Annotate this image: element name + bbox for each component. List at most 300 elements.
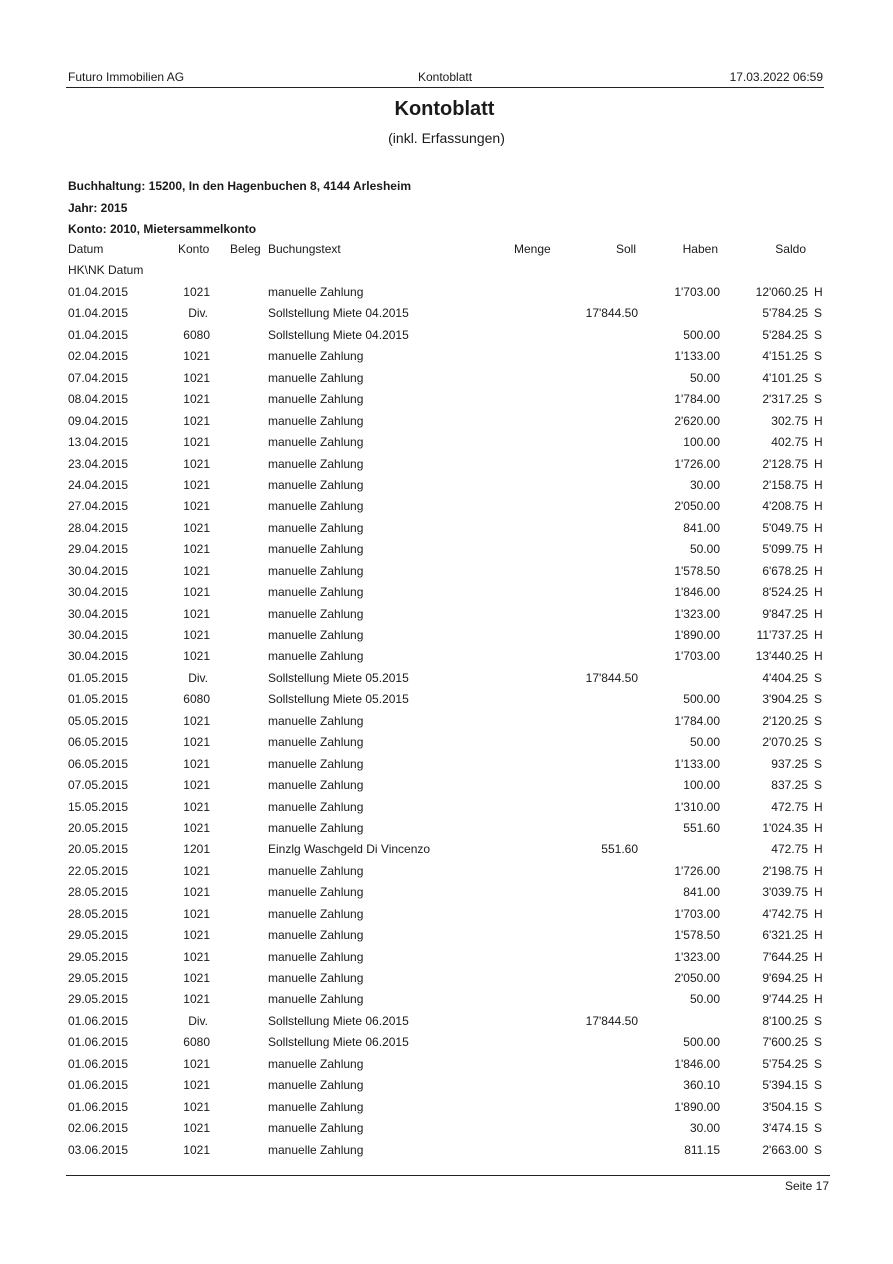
cell-datum: 06.05.2015 [68, 756, 129, 771]
cell-buchungstext: manuelle Zahlung [268, 649, 364, 664]
cell-saldo-side: S [814, 306, 823, 321]
cell-saldo: 5'784.25 [762, 306, 808, 321]
cell-saldo: 9'744.25 [762, 992, 808, 1007]
cell-datum: 28.04.2015 [68, 520, 129, 535]
table-row [0, 389, 893, 410]
cell-haben: 1'784.00 [674, 392, 720, 407]
cell-konto: 1021 [183, 585, 210, 600]
cell-saldo-side: H [814, 606, 823, 621]
cell-buchungstext: manuelle Zahlung [268, 349, 364, 364]
cell-datum: 01.04.2015 [68, 327, 129, 342]
cell-saldo-side: H [814, 542, 823, 557]
cell-buchungstext: manuelle Zahlung [268, 756, 364, 771]
col-header-datum: Datum [68, 242, 104, 256]
cell-buchungstext: manuelle Zahlung [268, 285, 364, 299]
cell-datum: 24.04.2015 [68, 477, 129, 492]
cell-konto: 1021 [183, 756, 210, 771]
cell-datum: 01.05.2015 [68, 670, 129, 685]
cell-buchungstext: manuelle Zahlung [268, 1121, 364, 1136]
cell-saldo-side: H [814, 585, 823, 600]
cell-haben: 2'050.00 [674, 971, 720, 985]
cell-haben: 1'323.00 [674, 606, 720, 621]
cell-haben: 500.00 [683, 1035, 720, 1050]
cell-buchungstext: manuelle Zahlung [268, 949, 364, 964]
account-info: Konto: 2010, Mietersammelkonto [68, 222, 257, 236]
cell-haben: 1'846.00 [674, 585, 720, 600]
cell-buchungstext: Sollstellung Miete 06.2015 [268, 1035, 409, 1050]
cell-soll: 17'844.50 [585, 306, 638, 321]
col-header-haben: Haben [682, 242, 718, 256]
cell-saldo-side: H [814, 799, 823, 814]
table-row [0, 947, 893, 968]
cell-buchungstext: manuelle Zahlung [268, 563, 364, 578]
cell-datum: 01.06.2015 [68, 1035, 129, 1050]
cell-saldo-side: S [814, 1056, 823, 1071]
cell-saldo: 3'039.75 [762, 885, 808, 900]
cell-datum: 01.06.2015 [68, 1013, 129, 1028]
footer-rule [66, 1175, 830, 1176]
cell-buchungstext: manuelle Zahlung [268, 1056, 364, 1071]
table-row [0, 818, 893, 839]
table-row [0, 368, 893, 389]
cell-buchungstext: manuelle Zahlung [268, 585, 364, 600]
cell-saldo-side: H [814, 971, 823, 985]
cell-konto: 6080 [183, 692, 210, 707]
cell-saldo: 5'754.25 [762, 1056, 808, 1071]
cell-konto: 1021 [183, 1099, 210, 1114]
table-row [0, 1097, 893, 1118]
table-row [0, 1075, 893, 1096]
table-row [0, 1140, 893, 1161]
cell-datum: 23.04.2015 [68, 456, 129, 471]
cell-saldo-side: H [814, 885, 823, 900]
cell-saldo: 12'060.25 [755, 285, 808, 299]
cell-saldo-side: H [814, 949, 823, 964]
cell-konto: 6080 [183, 327, 210, 342]
cell-konto: 1021 [183, 499, 210, 514]
cell-haben: 1'784.00 [674, 713, 720, 728]
cell-saldo: 5'049.75 [762, 520, 808, 535]
cell-datum: 09.04.2015 [68, 413, 129, 428]
cell-datum: 05.05.2015 [68, 713, 129, 728]
table-row [0, 775, 893, 796]
table-row [0, 1054, 893, 1075]
cell-buchungstext: manuelle Zahlung [268, 370, 364, 385]
cell-saldo: 2'120.25 [762, 713, 808, 728]
col-header-buchungstext: Buchungstext [268, 242, 341, 256]
cell-saldo: 8'100.25 [762, 1013, 808, 1028]
cell-saldo: 7'644.25 [762, 949, 808, 964]
cell-datum: 20.05.2015 [68, 820, 129, 835]
table-row [0, 797, 893, 818]
table-row [0, 518, 893, 539]
cell-datum: 02.04.2015 [68, 349, 129, 364]
cell-konto: Div. [188, 1013, 208, 1028]
page-number: Seite 17 [784, 1179, 829, 1193]
cell-haben: 360.10 [683, 1078, 720, 1093]
table-row [0, 882, 893, 903]
table-row [0, 604, 893, 625]
cell-saldo-side: S [814, 713, 823, 728]
cell-buchungstext: manuelle Zahlung [268, 628, 364, 642]
cell-saldo-side: H [814, 906, 823, 921]
table-row [0, 475, 893, 496]
cell-buchungstext: manuelle Zahlung [268, 1078, 364, 1093]
cell-datum: 22.05.2015 [68, 863, 129, 878]
table-row [0, 454, 893, 475]
cell-konto: 1021 [183, 628, 210, 642]
table-row [0, 861, 893, 882]
cell-datum: 30.04.2015 [68, 649, 129, 664]
cell-saldo: 937.25 [771, 756, 808, 771]
cell-saldo: 2'128.75 [762, 456, 808, 471]
cell-haben: 30.00 [689, 477, 720, 492]
table-row [0, 711, 893, 732]
table-row [0, 968, 893, 989]
cell-saldo: 4'151.25 [762, 349, 808, 364]
cell-datum: 07.04.2015 [68, 370, 129, 385]
cell-konto: 1021 [183, 820, 210, 835]
cell-buchungstext: manuelle Zahlung [268, 971, 364, 985]
cell-saldo-side: S [814, 1013, 823, 1028]
cell-buchungstext: manuelle Zahlung [268, 477, 364, 492]
cell-saldo-side: H [814, 863, 823, 878]
cell-haben: 50.00 [689, 370, 720, 385]
cell-konto: 1021 [183, 392, 210, 407]
cell-saldo-side: S [814, 1099, 823, 1114]
cell-saldo-side: S [814, 735, 823, 750]
cell-buchungstext: manuelle Zahlung [268, 863, 364, 878]
cell-saldo-side: S [814, 370, 823, 385]
cell-haben: 1'578.50 [674, 563, 720, 578]
cell-saldo: 9'694.25 [762, 971, 808, 985]
cell-saldo-side: S [814, 1142, 823, 1157]
col-header-hknk-datum: HK\NK Datum [68, 263, 144, 277]
cell-buchungstext: manuelle Zahlung [268, 1099, 364, 1114]
cell-buchungstext: manuelle Zahlung [268, 456, 364, 471]
cell-datum: 03.06.2015 [68, 1142, 129, 1157]
cell-haben: 1'703.00 [674, 649, 720, 664]
col-header-saldo: Saldo [775, 242, 806, 256]
cell-saldo: 472.75 [771, 842, 808, 857]
cell-saldo: 302.75 [771, 413, 808, 428]
cell-konto: 1021 [183, 563, 210, 578]
cell-saldo-side: H [814, 413, 823, 428]
year-info: Jahr: 2015 [68, 201, 128, 215]
table-row [0, 989, 893, 1010]
cell-saldo: 7'600.25 [762, 1035, 808, 1050]
cell-saldo-side: H [814, 928, 823, 943]
table-row [0, 561, 893, 582]
cell-buchungstext: manuelle Zahlung [268, 928, 364, 943]
cell-haben: 1'578.50 [674, 928, 720, 943]
cell-haben: 1'726.00 [674, 863, 720, 878]
cell-saldo-side: H [814, 520, 823, 535]
table-row [0, 646, 893, 667]
table-row [0, 625, 893, 646]
cell-haben: 2'620.00 [674, 413, 720, 428]
cell-saldo: 5'099.75 [762, 542, 808, 557]
cell-saldo-side: H [814, 992, 823, 1007]
cell-saldo-side: S [814, 1078, 823, 1093]
cell-saldo: 2'198.75 [762, 863, 808, 878]
cell-datum: 30.04.2015 [68, 606, 129, 621]
cell-haben: 1'703.00 [674, 285, 720, 299]
cell-saldo: 8'524.25 [762, 585, 808, 600]
cell-saldo-side: S [814, 392, 823, 407]
cell-buchungstext: manuelle Zahlung [268, 435, 364, 450]
table-row [0, 539, 893, 560]
cell-datum: 01.04.2015 [68, 285, 129, 299]
cell-konto: 1201 [183, 842, 210, 857]
header-rule [66, 87, 824, 88]
page-subtitle: (inkl. Erfassungen) [388, 130, 505, 146]
cell-konto: 1021 [183, 863, 210, 878]
cell-haben: 1'133.00 [674, 756, 720, 771]
cell-saldo-side: H [814, 649, 823, 664]
cell-haben: 100.00 [683, 778, 720, 793]
cell-konto: 1021 [183, 949, 210, 964]
cell-buchungstext: manuelle Zahlung [268, 499, 364, 514]
cell-konto: 1021 [183, 885, 210, 900]
col-header-beleg: Beleg [230, 242, 261, 256]
cell-konto: 1021 [183, 1078, 210, 1093]
page-title [0, 98, 893, 121]
table-row [0, 325, 893, 346]
cell-haben: 1'310.00 [674, 799, 720, 814]
cell-saldo-side: H [814, 820, 823, 835]
table-row [0, 754, 893, 775]
cell-datum: 30.04.2015 [68, 585, 129, 600]
cell-konto: 1021 [183, 713, 210, 728]
cell-konto: 1021 [183, 456, 210, 471]
cell-konto: 1021 [183, 349, 210, 364]
cell-haben: 1'323.00 [674, 949, 720, 964]
cell-konto: 1021 [183, 285, 210, 299]
cell-saldo: 9'847.25 [762, 606, 808, 621]
col-header-soll: Soll [615, 242, 636, 256]
cell-buchungstext: manuelle Zahlung [268, 735, 364, 750]
cell-datum: 30.04.2015 [68, 563, 129, 578]
cell-haben: 50.00 [689, 542, 720, 557]
cell-buchungstext: Sollstellung Miete 04.2015 [268, 306, 409, 321]
cell-datum: 01.04.2015 [68, 306, 129, 321]
cell-datum: 28.05.2015 [68, 885, 129, 900]
table-row [0, 346, 893, 367]
cell-saldo-side: S [814, 756, 823, 771]
cell-haben: 30.00 [689, 1121, 720, 1136]
table-row [0, 582, 893, 603]
cell-saldo-side: H [814, 456, 823, 471]
cell-haben: 1'133.00 [674, 349, 720, 364]
table-row [0, 432, 893, 453]
cell-buchungstext: manuelle Zahlung [268, 885, 364, 900]
cell-saldo-side: S [814, 1121, 823, 1136]
cell-saldo-side: H [814, 285, 823, 299]
cell-saldo: 2'158.75 [762, 477, 808, 492]
cell-haben: 551.60 [683, 820, 720, 835]
cell-saldo: 5'284.25 [762, 327, 808, 342]
cell-saldo-side: S [814, 1035, 823, 1050]
cell-konto: 1021 [183, 1056, 210, 1071]
cell-saldo: 4'101.25 [762, 370, 808, 385]
cell-buchungstext: manuelle Zahlung [268, 520, 364, 535]
cell-buchungstext: Einzlg Waschgeld Di Vincenzo [268, 842, 431, 857]
cell-konto: 1021 [183, 370, 210, 385]
cell-saldo: 837.25 [771, 778, 808, 793]
cell-datum: 06.05.2015 [68, 735, 129, 750]
cell-saldo-side: H [814, 563, 823, 578]
cell-haben: 811.15 [684, 1142, 720, 1157]
table-row [0, 732, 893, 753]
cell-buchungstext: manuelle Zahlung [268, 820, 364, 835]
cell-konto: 1021 [183, 413, 210, 428]
cell-saldo-side: S [814, 778, 823, 793]
cell-saldo-side: H [814, 477, 823, 492]
cell-haben: 1'726.00 [674, 456, 720, 471]
cell-datum: 20.05.2015 [68, 842, 129, 857]
cell-konto: 1021 [183, 928, 210, 943]
cell-konto: 1021 [183, 542, 210, 557]
cell-haben: 50.00 [689, 735, 720, 750]
cell-datum: 29.05.2015 [68, 928, 129, 943]
cell-saldo: 11'737.25 [756, 628, 808, 642]
cell-datum: 29.04.2015 [68, 542, 129, 557]
table-row [0, 1032, 893, 1053]
print-datetime: 17.03.2022 06:59 [729, 70, 823, 84]
cell-datum: 01.06.2015 [68, 1056, 129, 1071]
cell-datum: 15.05.2015 [68, 799, 129, 814]
cell-konto: 1021 [183, 1121, 210, 1136]
cell-haben: 1'890.00 [674, 1099, 720, 1114]
cell-konto: 1021 [183, 992, 210, 1007]
cell-saldo: 6'678.25 [762, 563, 808, 578]
cell-konto: 1021 [183, 477, 210, 492]
cell-datum: 29.05.2015 [68, 971, 129, 985]
table-row [0, 1118, 893, 1139]
table-row [0, 496, 893, 517]
cell-buchungstext: manuelle Zahlung [268, 778, 364, 793]
cell-konto: 1021 [183, 799, 210, 814]
cell-haben: 100.00 [683, 435, 720, 450]
cell-buchungstext: manuelle Zahlung [268, 413, 364, 428]
cell-konto: 1021 [183, 649, 210, 664]
cell-datum: 29.05.2015 [68, 992, 129, 1007]
cell-saldo: 3'904.25 [762, 692, 808, 707]
cell-datum: 29.05.2015 [68, 949, 129, 964]
cell-konto: Div. [188, 670, 208, 685]
cell-buchungstext: manuelle Zahlung [268, 906, 364, 921]
cell-saldo-side: H [814, 628, 823, 642]
cell-konto: 1021 [183, 971, 210, 985]
table-row [0, 668, 893, 689]
table-row [0, 904, 893, 925]
col-header-konto: Konto [178, 242, 210, 256]
cell-buchungstext: manuelle Zahlung [268, 1142, 364, 1157]
header-doc-name: Kontoblatt [418, 70, 473, 84]
cell-konto: 1021 [183, 735, 210, 750]
cell-saldo: 2'317.25 [762, 392, 808, 407]
cell-datum: 13.04.2015 [68, 435, 129, 450]
cell-saldo-side: H [814, 842, 823, 857]
cell-haben: 1'890.00 [674, 628, 720, 642]
cell-haben: 1'703.00 [674, 906, 720, 921]
cell-haben: 841.00 [683, 520, 720, 535]
cell-datum: 01.06.2015 [68, 1078, 129, 1093]
cell-soll: 551.60 [601, 842, 638, 857]
cell-saldo-side: S [814, 327, 823, 342]
cell-saldo: 4'404.25 [762, 670, 808, 685]
cell-konto: 1021 [183, 778, 210, 793]
cell-buchungstext: manuelle Zahlung [268, 799, 364, 814]
cell-saldo: 4'742.75 [762, 906, 808, 921]
cell-buchungstext: Sollstellung Miete 05.2015 [268, 692, 409, 707]
cell-datum: 07.05.2015 [68, 778, 129, 793]
cell-buchungstext: Sollstellung Miete 04.2015 [268, 327, 409, 342]
table-row [0, 411, 893, 432]
cell-soll: 17'844.50 [585, 670, 638, 685]
cell-buchungstext: manuelle Zahlung [268, 392, 364, 407]
cell-haben: 500.00 [683, 692, 720, 707]
table-row [0, 303, 893, 324]
cell-saldo-side: S [814, 692, 823, 707]
cell-buchungstext: manuelle Zahlung [268, 606, 364, 621]
cell-saldo: 2'663.00 [762, 1142, 808, 1157]
cell-buchungstext: manuelle Zahlung [268, 713, 364, 728]
buchhaltung-info: Buchhaltung: 15200, In den Hagenbuchen 8, 4144 Arlesheim [68, 179, 411, 193]
ledger-table [0, 282, 893, 1161]
table-row [0, 689, 893, 710]
cell-datum: 28.05.2015 [68, 906, 129, 921]
cell-datum: 02.06.2015 [68, 1121, 129, 1136]
cell-haben: 1'846.00 [674, 1056, 720, 1071]
cell-datum: 30.04.2015 [68, 628, 129, 642]
cell-datum: 01.05.2015 [68, 692, 129, 707]
col-header-menge: Menge [514, 242, 551, 256]
cell-saldo: 4'208.75 [762, 499, 808, 514]
cell-saldo-side: H [814, 499, 823, 514]
cell-saldo-side: H [814, 435, 823, 450]
cell-konto: 1021 [183, 1142, 210, 1157]
cell-saldo: 6'321.25 [762, 928, 808, 943]
cell-datum: 01.06.2015 [68, 1099, 129, 1114]
cell-buchungstext: manuelle Zahlung [268, 992, 364, 1007]
cell-saldo: 402.75 [771, 435, 808, 450]
page-title-text: Kontoblatt [394, 98, 495, 120]
cell-datum: 08.04.2015 [68, 392, 129, 407]
cell-konto: Div. [188, 306, 208, 321]
cell-haben: 500.00 [683, 327, 720, 342]
cell-saldo-side: S [814, 349, 823, 364]
cell-saldo: 472.75 [771, 799, 808, 814]
cell-saldo: 13'440.25 [755, 649, 808, 664]
cell-saldo: 3'504.15 [762, 1099, 808, 1114]
cell-haben: 841.00 [683, 885, 720, 900]
cell-saldo: 3'474.15 [762, 1121, 808, 1136]
table-row [0, 925, 893, 946]
cell-datum: 27.04.2015 [68, 499, 129, 514]
table-row [0, 1011, 893, 1032]
cell-saldo: 1'024.35 [762, 820, 808, 835]
cell-konto: 1021 [183, 906, 210, 921]
company-name: Futuro Immobilien AG [68, 70, 185, 84]
cell-haben: 2'050.00 [674, 499, 720, 514]
cell-saldo: 5'394.15 [762, 1078, 808, 1093]
cell-konto: 1021 [183, 606, 210, 621]
table-row [0, 282, 893, 303]
cell-buchungstext: manuelle Zahlung [268, 542, 364, 557]
cell-saldo: 2'070.25 [762, 735, 808, 750]
